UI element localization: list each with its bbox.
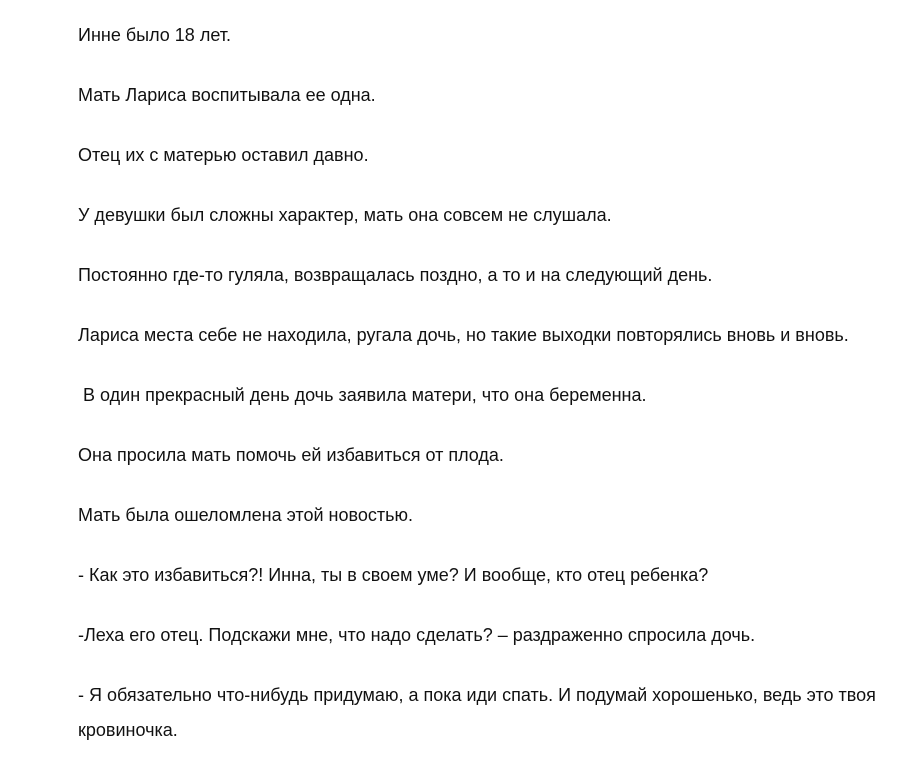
paragraph-12: - Я обязательно что-нибудь придумаю, а пока иди спать. И подумай хорошенько, ведь это твоя кровиночка. [78, 685, 881, 740]
paragraph-11: -Леха его отец. Подскажи мне, что надо сделать? – раздраженно спросила дочь. [78, 625, 756, 645]
paragraph-7: В один прекрасный день дочь заявила матери, что она беременна. [78, 385, 647, 405]
paragraph-2: Мать Лариса воспитывала ее одна. [78, 85, 376, 105]
paragraph-9: Мать была ошеломлена этой новостью. [78, 505, 413, 525]
paragraph-4: У девушки был сложны характер, мать она совсем не слушала. [78, 205, 612, 225]
paragraph-10: - Как это избавиться?! Инна, ты в своем уме? И вообще, кто отец ребенка? [78, 565, 709, 585]
document-body [78, 18, 881, 773]
paragraph-3: Отец их с матерью оставил давно. [78, 145, 369, 165]
paragraph-5: Постоянно где-то гуляла, возвращалась поздно, а то и на следующий день. [78, 265, 713, 285]
paragraph-6: Лариса места себе не находила, ругала дочь, но такие выходки повторялись вновь и вновь. [78, 325, 849, 345]
paragraph-1: Инне было 18 лет. [78, 25, 231, 45]
paragraph-8: Она просила мать помочь ей избавиться от плода. [78, 445, 504, 465]
